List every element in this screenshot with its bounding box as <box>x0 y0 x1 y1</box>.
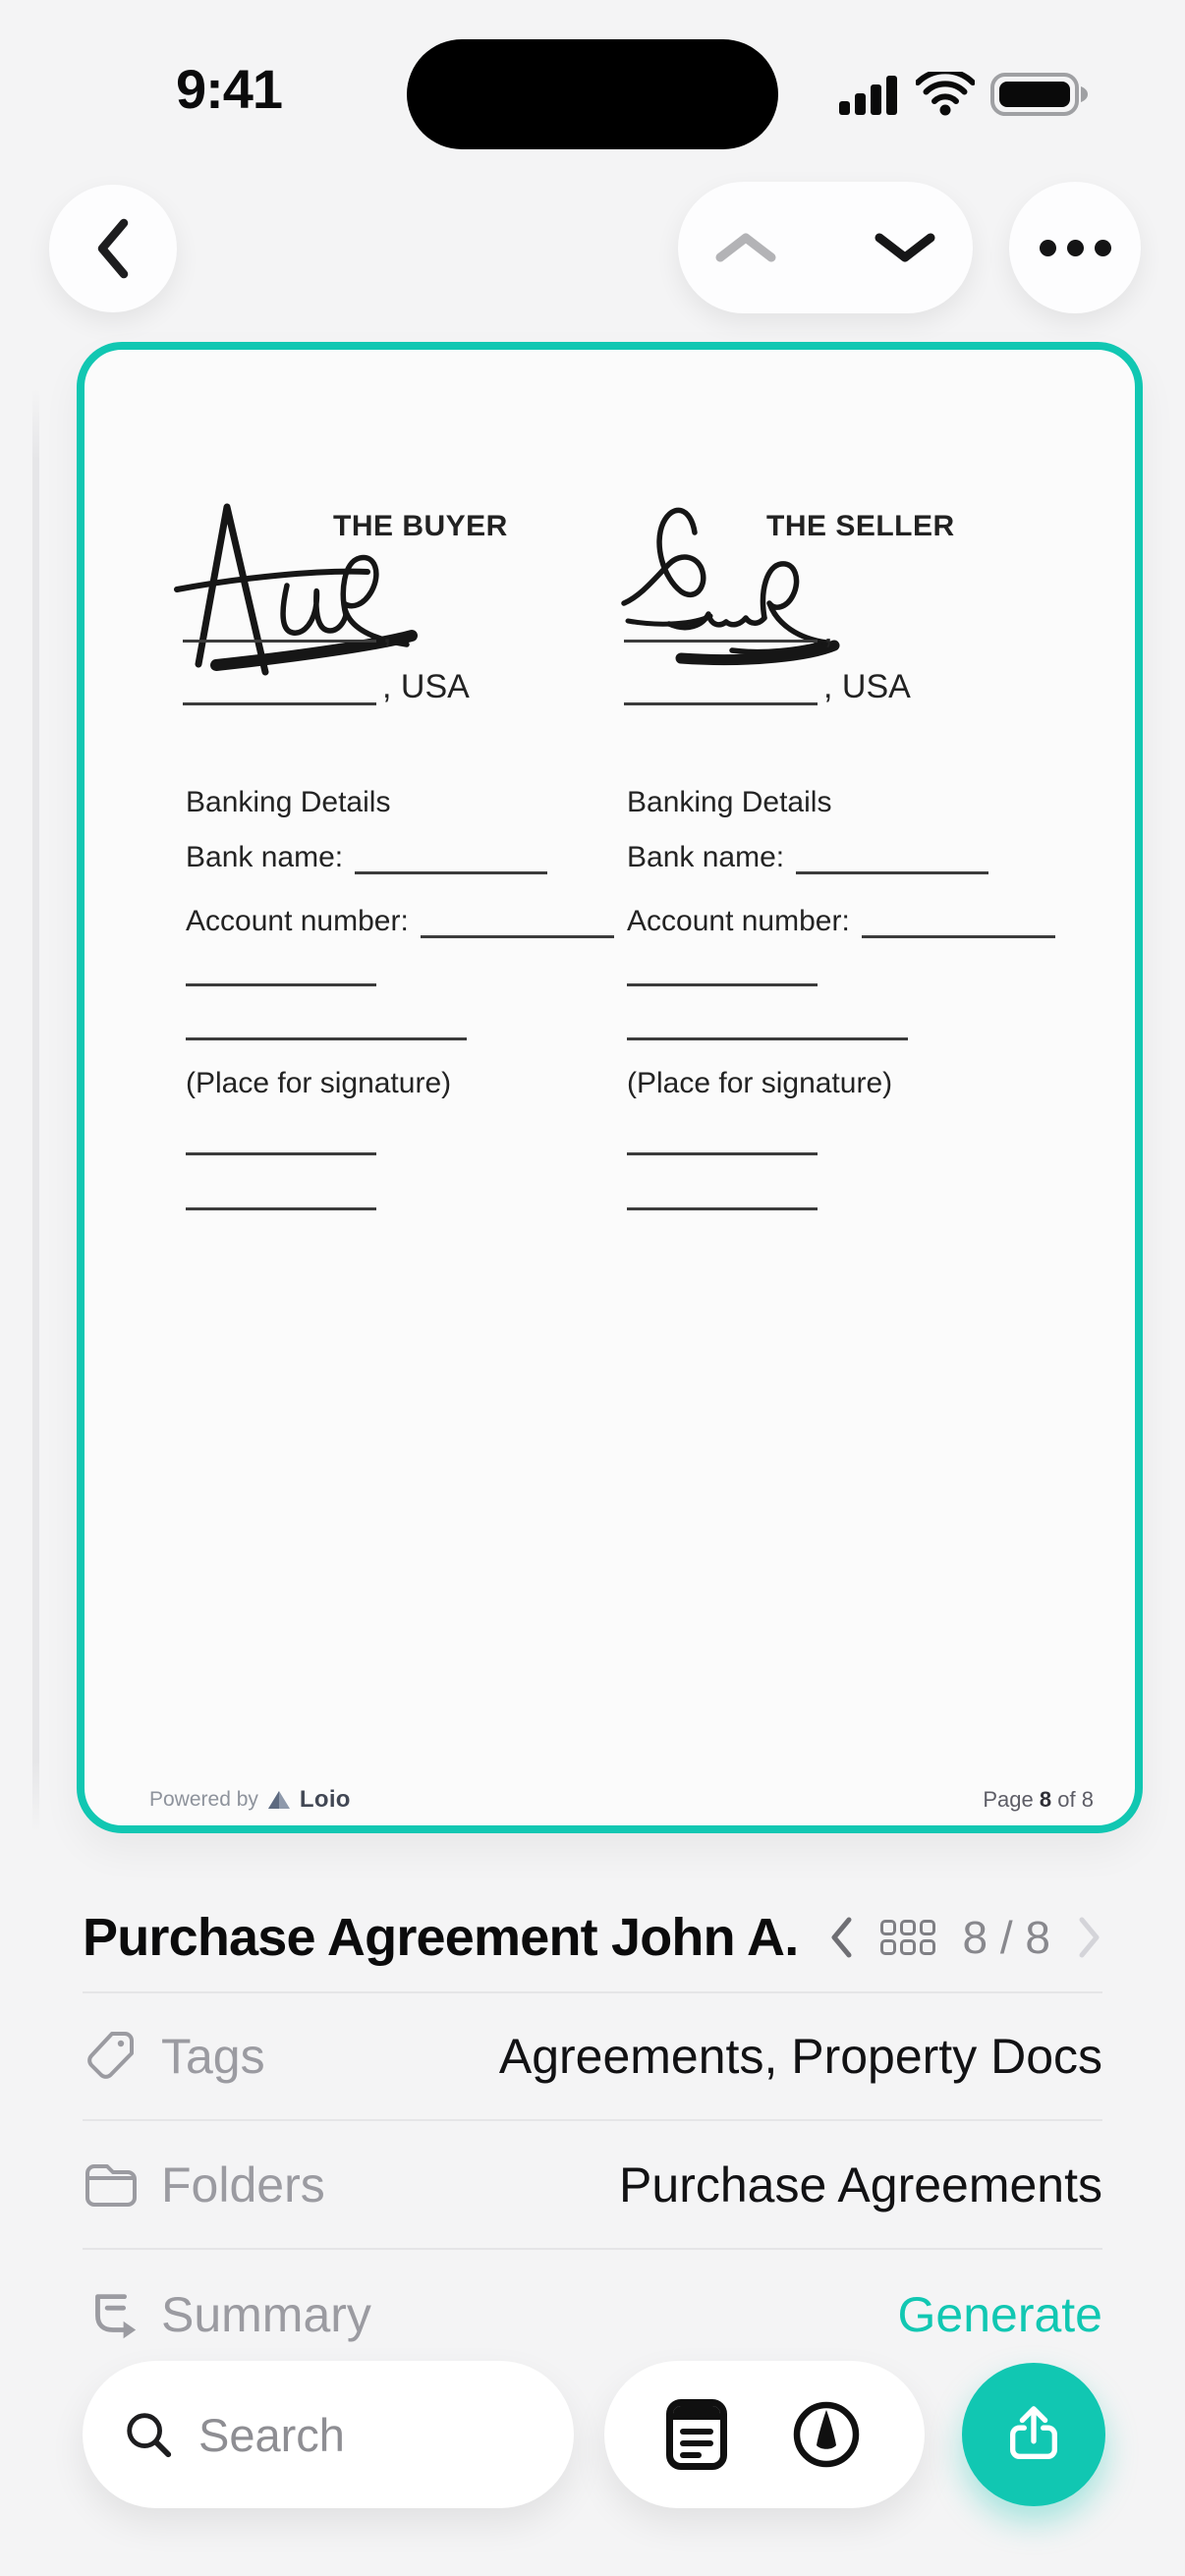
status-time: 9:41 <box>175 58 283 120</box>
more-options-button[interactable] <box>1009 182 1141 313</box>
banking-details-title: Banking Details <box>186 786 391 818</box>
document-title: Purchase Agreement John A. <box>83 1908 799 1967</box>
chevron-left-icon <box>92 214 134 283</box>
page-step-pill <box>678 182 973 313</box>
blank-line <box>796 845 988 874</box>
blank-line <box>186 1152 376 1155</box>
folders-value: Purchase Agreements <box>619 2156 1102 2212</box>
tag-icon <box>83 2029 138 2084</box>
summary-row[interactable] <box>83 2248 1102 2380</box>
dynamic-island <box>407 39 778 149</box>
search-icon <box>122 2408 175 2461</box>
page-up-button[interactable] <box>713 229 778 266</box>
share-button[interactable] <box>962 2363 1105 2506</box>
previous-page-button[interactable] <box>828 1914 854 1961</box>
place-for-signature-note: (Place for signature) <box>186 1067 452 1099</box>
page-indicator: 8 / 8 <box>962 1912 1050 1963</box>
banking-details-title: Banking Details <box>627 786 832 818</box>
pager-controls <box>828 1911 1102 1964</box>
blank-line <box>862 909 1055 938</box>
blank-line <box>183 670 376 705</box>
folders-row[interactable] <box>83 2119 1102 2248</box>
blank-line <box>186 1207 376 1210</box>
next-page-button[interactable] <box>1077 1914 1102 1961</box>
tags-label: Tags <box>161 2029 265 2084</box>
share-icon <box>1003 2403 1064 2466</box>
buyer-country-line: , USA <box>183 668 470 705</box>
annotate-pen-button[interactable] <box>790 2398 863 2471</box>
document-footer <box>149 1786 1094 1814</box>
seller-signature-block <box>627 350 1089 1823</box>
notes-icon <box>666 2399 727 2470</box>
search-input[interactable] <box>198 2408 523 2462</box>
seller-heading: THE SELLER <box>766 510 955 542</box>
previous-page-edge <box>32 388 39 1832</box>
summary-icon <box>83 2286 141 2343</box>
battery-icon <box>990 71 1089 118</box>
blank-line <box>624 670 818 705</box>
powered-by: Powered by Loio <box>149 1786 351 1813</box>
account-number-row: Account number: <box>186 905 614 938</box>
document-page[interactable] <box>77 342 1143 1833</box>
page-down-button[interactable] <box>873 229 937 266</box>
ellipsis-icon <box>1040 240 1056 256</box>
seller-country-line: , USA <box>624 668 911 705</box>
tools-pill <box>604 2361 925 2508</box>
blank-line <box>627 1037 908 1040</box>
notes-button[interactable] <box>666 2399 727 2470</box>
buyer-heading: THE BUYER <box>333 510 508 542</box>
place-for-signature-note: (Place for signature) <box>627 1067 893 1099</box>
blank-line <box>627 983 818 986</box>
bank-name-row: Bank name: <box>186 841 547 874</box>
search-bar[interactable] <box>83 2361 574 2508</box>
page-number-label: Page 8 of 8 <box>983 1787 1094 1812</box>
signal-icon <box>839 73 900 116</box>
blank-line <box>627 1152 818 1155</box>
brand-name: Loio <box>299 1786 351 1813</box>
wifi-icon <box>916 72 975 117</box>
bank-name-row: Bank name: <box>627 841 988 874</box>
tags-value: Agreements, Property Docs <box>498 2029 1102 2084</box>
buyer-signature-block <box>186 350 648 1823</box>
thumbnail-grid-button[interactable] <box>880 1920 935 1955</box>
signature-line: , <box>183 640 376 643</box>
tags-row[interactable] <box>83 1991 1102 2119</box>
folder-icon <box>83 2160 140 2210</box>
blank-line <box>355 845 547 874</box>
folders-label: Folders <box>161 2156 325 2212</box>
blank-line <box>421 909 614 938</box>
summary-label: Summary <box>161 2287 371 2342</box>
blank-line <box>627 1207 818 1210</box>
generate-button[interactable]: Generate <box>897 2287 1102 2342</box>
account-number-row: Account number: <box>627 905 1055 938</box>
loio-logo-icon <box>267 1790 291 1810</box>
signature-line: , <box>624 640 818 643</box>
blank-line <box>186 1037 467 1040</box>
back-button[interactable] <box>49 185 177 312</box>
blank-line <box>186 983 376 986</box>
status-icons <box>839 71 1089 118</box>
document-title-row <box>83 1896 1102 1979</box>
